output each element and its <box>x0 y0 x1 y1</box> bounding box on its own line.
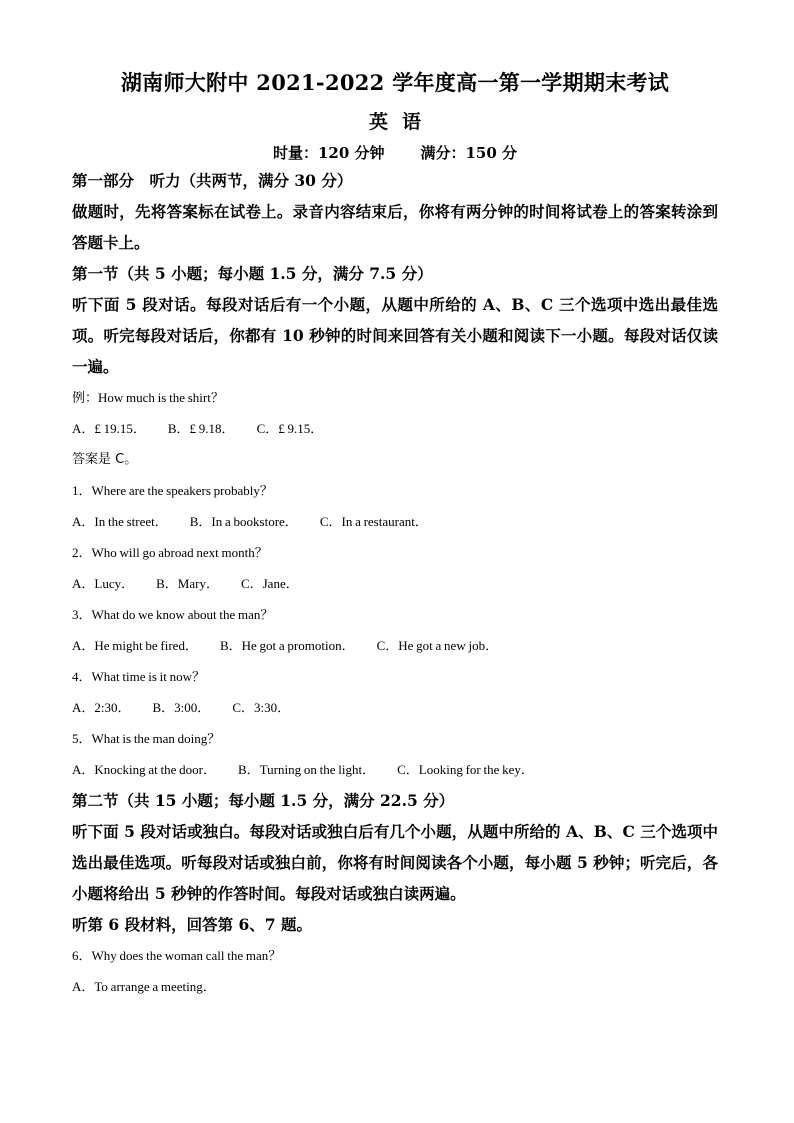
option-b: B．In a bookstore． <box>189 514 298 529</box>
material-6-heading: 听第 6 段材料，回答第 6、7 题。 <box>72 915 312 934</box>
question-3: 3．What do we know about the man？ <box>72 607 274 622</box>
question-2-options <box>72 568 718 599</box>
option-c: C．He got a new job． <box>376 638 499 653</box>
option-b: B．3:00． <box>152 700 211 715</box>
option-a: A．2:30． <box>72 700 131 715</box>
option-c: C．Looking for the key． <box>397 762 534 777</box>
option-c: C．3:30． <box>232 700 291 715</box>
question-4-options <box>72 692 718 723</box>
part1-instruction: 做题时，先将答案标在试卷上。录音内容结束后，你将有两分钟的时间将试卷上的答案转涂到答题卡上。 <box>72 202 718 252</box>
time-limit: 时量：120 分钟 <box>272 144 385 162</box>
option-c: C．Jane． <box>240 576 299 591</box>
option-b: B．£ 9.18． <box>167 421 235 436</box>
example-question: 例：How much is the shirt？ <box>72 390 224 405</box>
exam-title: 湖南师大附中 2021-2022 学年度高一第一学期期末考试 <box>120 70 670 95</box>
full-score: 满分：150 分 <box>420 144 518 162</box>
subject-title: 英语 <box>368 111 435 133</box>
option-a: A．He might be fired． <box>72 638 198 653</box>
option-b: B．He got a promotion． <box>219 638 355 653</box>
exam-meta <box>72 141 718 165</box>
question-2: 2．Who will go abroad next month？ <box>72 545 268 560</box>
option-a: A．£ 19.15． <box>72 421 146 436</box>
question-4: 4．What time is it now？ <box>72 669 206 684</box>
example-answer: 答案是 C。 <box>72 452 138 467</box>
section1-heading: 第一节（共 5 小题；每小题 1.5 分，满分 7.5 分） <box>72 264 433 283</box>
option-b: B．Mary． <box>156 576 219 591</box>
question-5-options <box>72 754 718 785</box>
section2-heading: 第二节（共 15 小题；每小题 1.5 分，满分 22.5 分） <box>72 791 455 810</box>
question-5: 5．What is the man doing？ <box>72 731 221 746</box>
question-1-options <box>72 506 718 537</box>
option-b: B．Turning on the light． <box>238 762 376 777</box>
section1-instruction: 听下面 5 段对话。每段对话后有一个小题，从题中所给的 A、B、C 三个选项中选出最佳选项。听完每段对话后，你都有 10 秒钟的时间来回答有关小题和阅读下一小题。每段对话仅读一遍。 <box>72 295 718 376</box>
question-6: 6．Why does the woman call the man？ <box>72 948 282 963</box>
part1-heading: 第一部分 听力（共两节，满分 30 分） <box>72 171 353 190</box>
option-c: C．£ 9.15． <box>256 421 324 436</box>
option-a: A．Lucy． <box>72 576 135 591</box>
question-1: 1．Where are the speakers probably？ <box>72 483 273 498</box>
option-a: A．Knocking at the door． <box>72 762 217 777</box>
option-a: A．In the street． <box>72 514 168 529</box>
question-3-options <box>72 630 718 661</box>
example-options <box>72 413 718 444</box>
option-c: C．In a restaurant． <box>319 514 428 529</box>
section2-instruction: 听下面 5 段对话或独白。每段对话或独白后有几个小题，从题中所给的 A、B、C 三个选项中选出最佳选项。听每段对话或独白前，你将有时间阅读各个小题，每小题 5 秒钟；听完后，各小题将给出 5 秒钟的作答时间。每段对话或独白读两遍。 <box>72 822 718 903</box>
question-6-option-a: A．To arrange a meeting． <box>72 979 216 994</box>
